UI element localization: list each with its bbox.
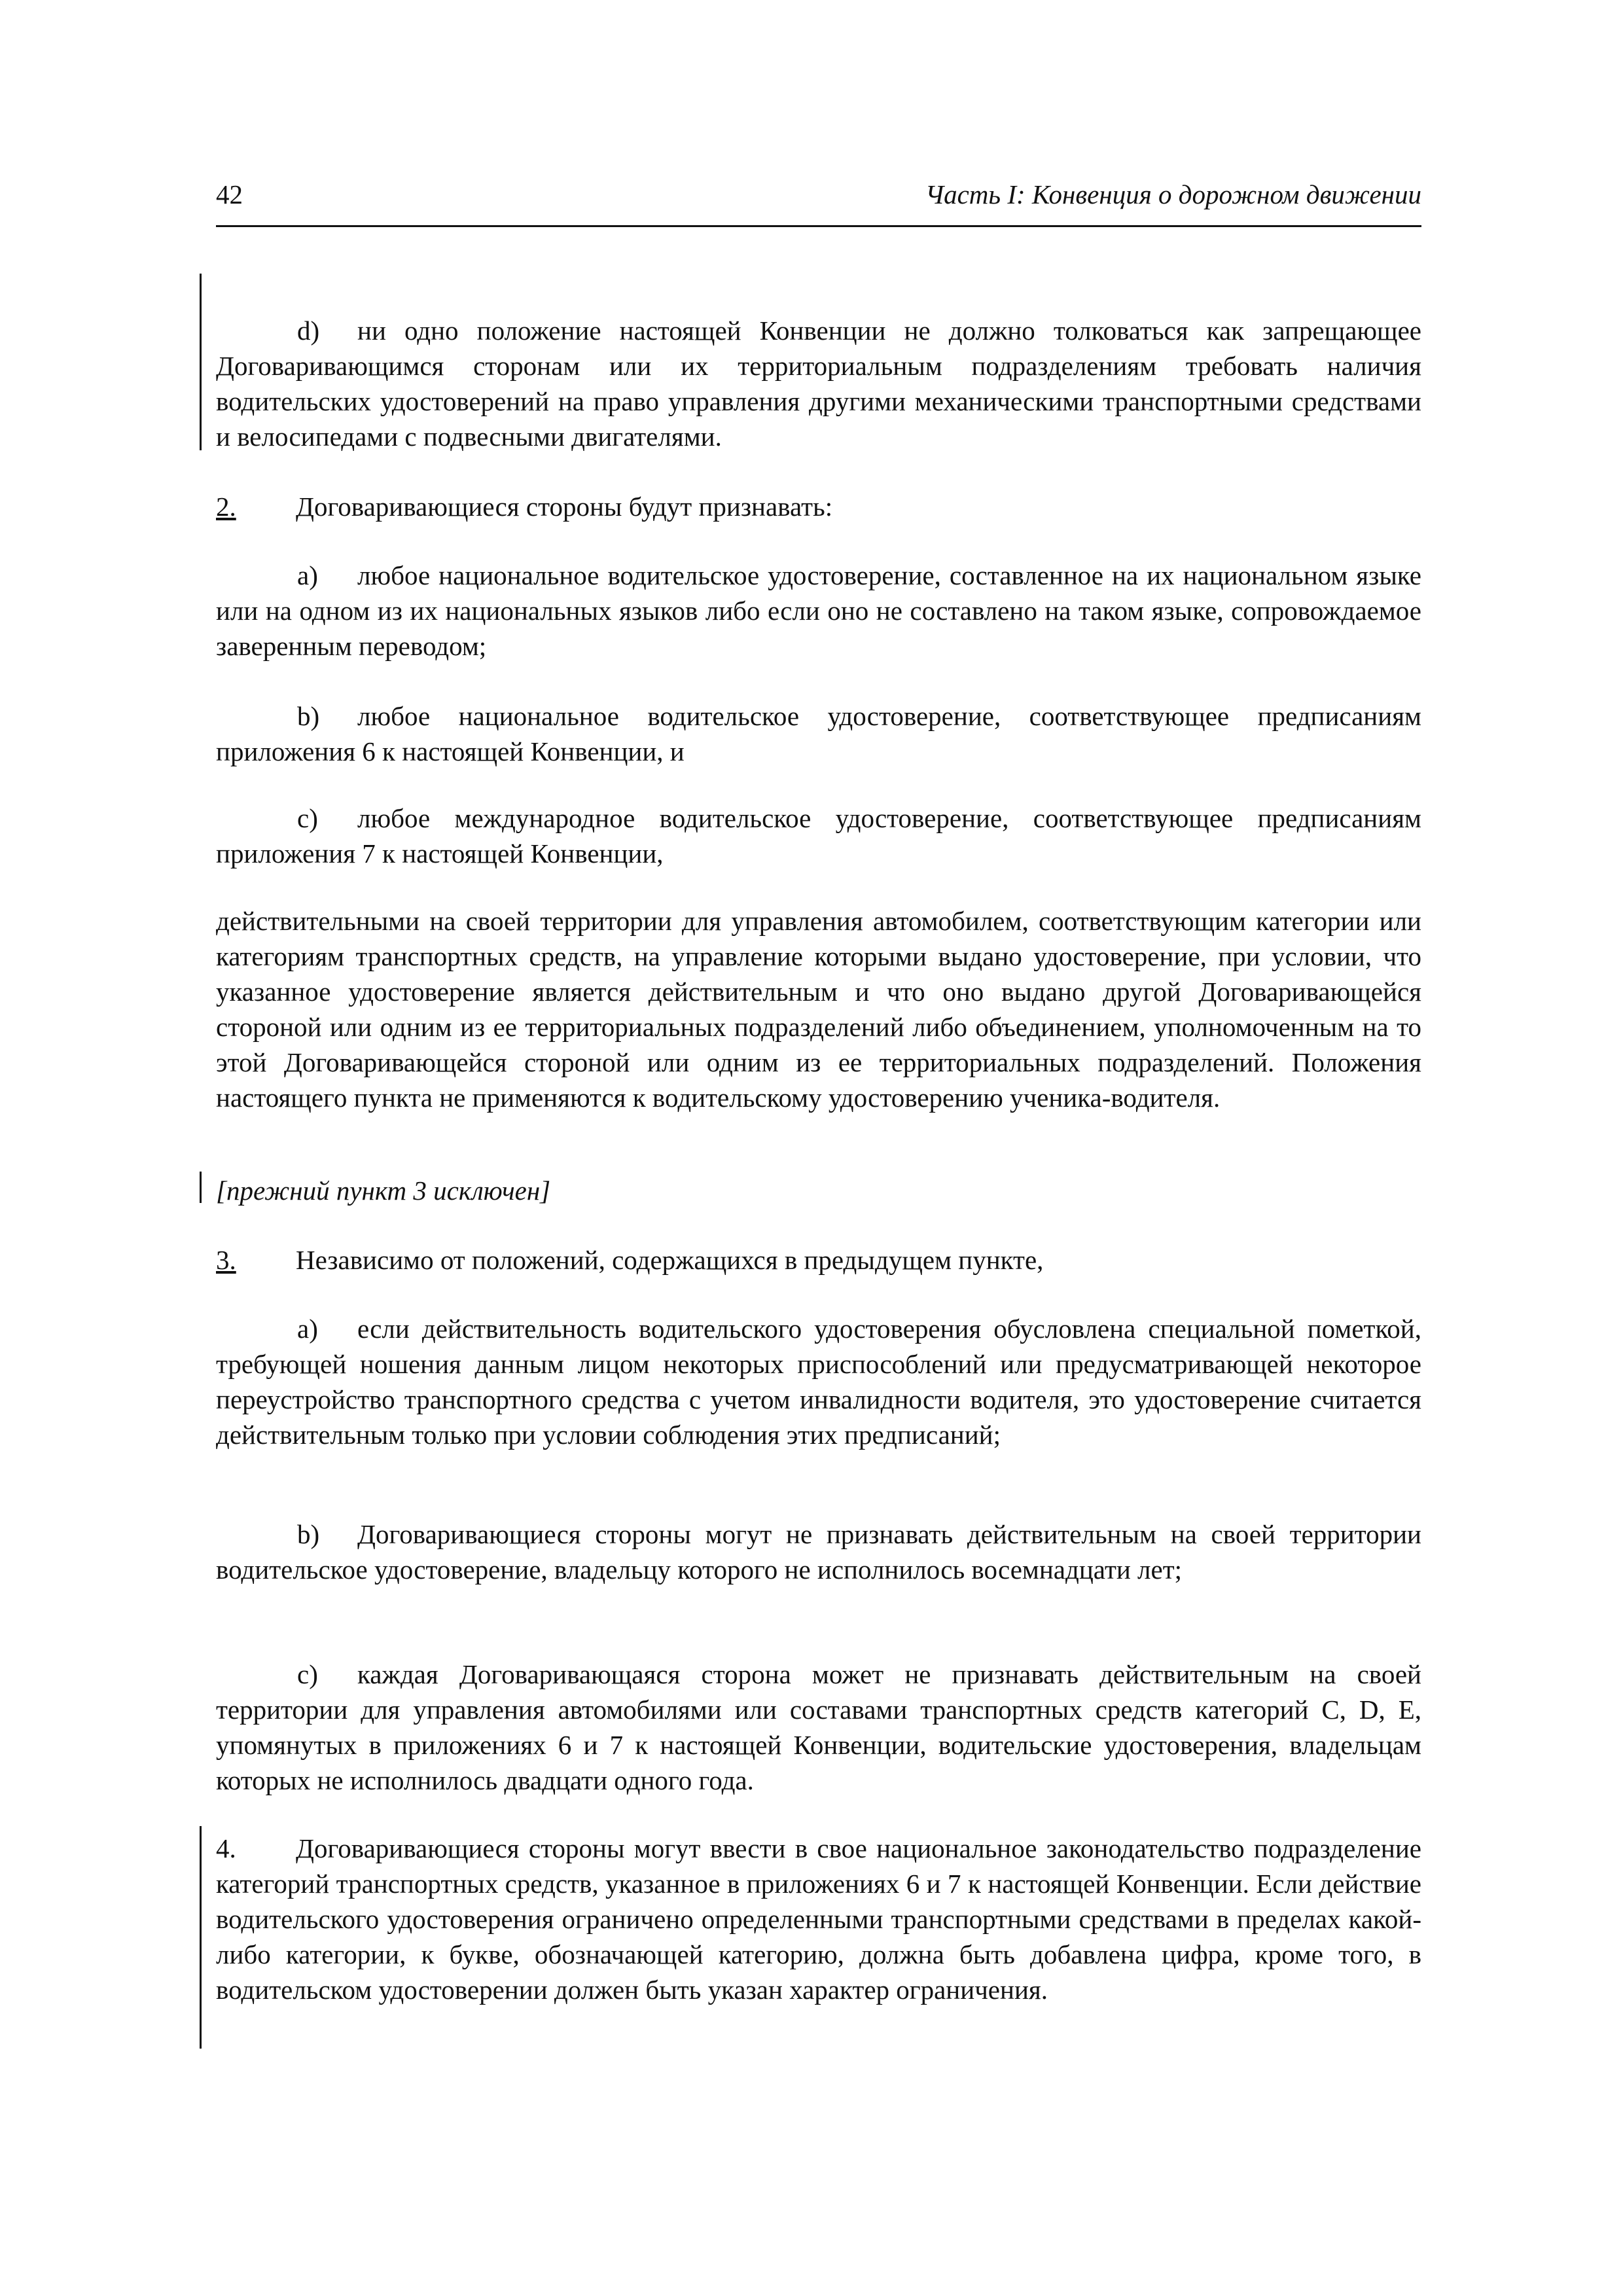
note-text: [прежний пункт 3 исключен] (216, 1175, 551, 1206)
change-bar (200, 1826, 202, 2049)
item-text: если действительность водительского удостоверения обусловлена специальной пометкой, требующей ношения данным лицом некоторых приспособлений или предусматривающей некоторое переустройство транспортного средства с учетом инвалидности водителя, это удостоверение считается действительным только при условии соблюдения этих предписаний; (216, 1314, 1421, 1450)
item-2a (216, 558, 1421, 664)
paragraph-text: Договаривающиеся стороны могут ввести в свое национальное законодательство подразделение категорий транспортных средств, указанное в приложениях 6 и 7 к настоящей Конвенции. Если действие водительского удостоверения ограничено определенными транспортными средствами в пределах какой-либо категории, к букве, обозначающей категорию, должна быть добавлена цифра, кроме того, в водительском удостоверении должен быть указан характер ограничения. (216, 1833, 1421, 2005)
item-text: любое национальное водительское удостоверение, составленное на их национальном языке или на одном из их национальных языков либо если оно не составлено на таком языке, сопровождаемое заверенным переводом; (216, 560, 1421, 661)
paragraph-number: 2. (216, 492, 236, 522)
item-text: каждая Договаривающаяся сторона может не признавать действительным на своей территории для управления автомобилями или составами транспортных средств категорий C, D, E, упомянутых в приложениях 6 и 7 к настоящей Конвенции, водительские удостоверения, владельцам которых не исполнилось двадцати одного года. (216, 1659, 1421, 1795)
item-label: b) (297, 1519, 320, 1549)
item-label: c) (297, 803, 318, 833)
change-bar (200, 1172, 202, 1203)
item-label: d) (297, 315, 320, 346)
item-3a (216, 1311, 1421, 1452)
item-label: b) (297, 701, 320, 731)
paragraph-text: Договаривающиеся стороны будут признавать: (296, 492, 833, 522)
paragraph-number: 3. (216, 1245, 236, 1275)
item-text: любое международное водительское удостоверение, соответствующее предписаниям приложения 7 к настоящей Конвенции, (216, 803, 1421, 869)
item-2b (216, 698, 1421, 769)
paragraph-text: Независимо от положений, содержащихся в предыдущем пункте, (296, 1245, 1044, 1275)
item-text: Договаривающиеся стороны могут не признавать действительным на своей территории водительское удостоверение, владельцу которого не исполнилось восемнадцати лет; (216, 1519, 1421, 1585)
running-title: Часть I: Конвенция о дорожном движении (925, 179, 1421, 209)
item-text: ни одно положение настоящей Конвенции не должно толковаться как запрещающее Договаривающимся сторонам или их территориальным подразделениям требовать наличия водительских удостоверений на право управления другими механическими транспортными средствами и велосипедами с подвесными двигателями. (216, 315, 1421, 452)
item-label: a) (297, 1314, 318, 1344)
item-3c (216, 1657, 1421, 1798)
paragraph-text: действительными на своей территории для управления автомобилем, соответствующим категории или категориям транспортных средств, на управление которыми выдано удостоверение, при условии, что указанное удостоверение является действительным и что оно выдано другой Договаривающейся стороной или одним из ее территориальных подразделений либо объединением, уполномоченным на то этой Договаривающейся стороной или одним из ее территориальных подразделений. Положения настоящего пункта не применяются к водительскому удостоверению ученика-водителя. (216, 906, 1421, 1113)
item-label: a) (297, 560, 318, 590)
item-2c (216, 800, 1421, 871)
paragraph-3 (216, 1242, 1421, 1278)
item-1d (216, 313, 1421, 454)
item-label: c) (297, 1659, 318, 1689)
page-header (216, 175, 1421, 227)
page-number: 42 (216, 179, 243, 209)
item-3b (216, 1516, 1421, 1587)
former-para-3-note (216, 1173, 1421, 1208)
paragraph-number: 4. (216, 1833, 236, 1863)
paragraph-2 (216, 489, 1421, 524)
paragraph-2-conclusion (216, 903, 1421, 1115)
paragraph-4 (216, 1831, 1421, 2007)
item-text: любое национальное водительское удостоверение, соответствующее предписаниям приложения 6 к настоящей Конвенции, и (216, 701, 1421, 766)
change-bar (200, 274, 202, 450)
